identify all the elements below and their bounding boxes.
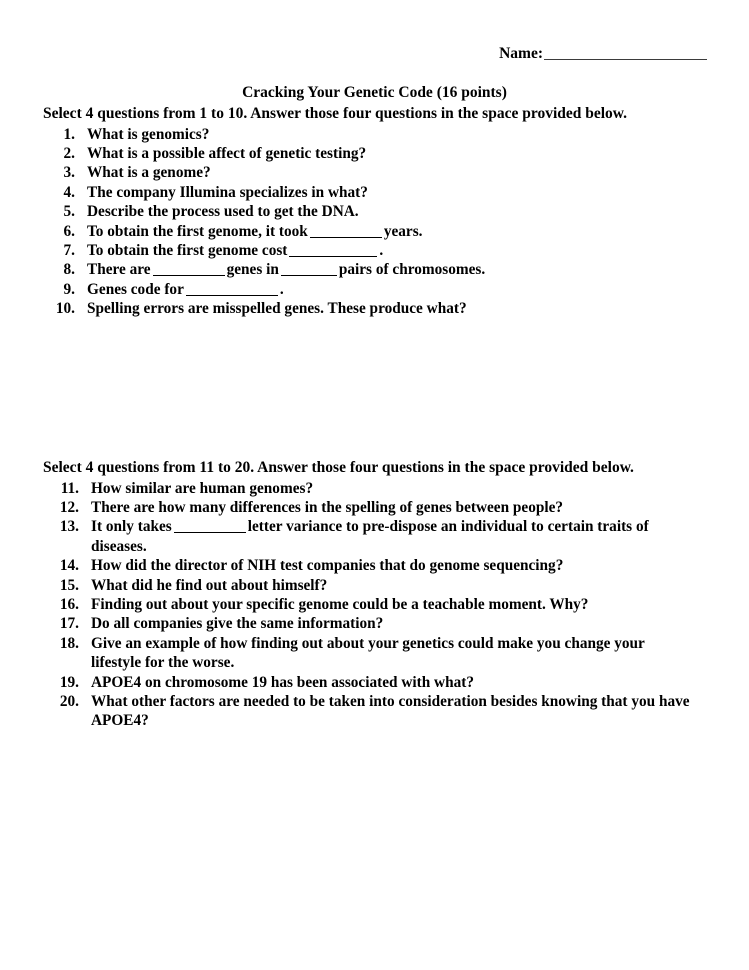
question-text: There are how many differences in the spelling of genes between people? [91,499,564,516]
answer-blank[interactable] [289,242,377,257]
list-item [43,634,698,673]
question-number: 12. [59,499,79,516]
question-number: 6. [63,222,75,240]
list-item [43,299,715,318]
question-number: 14. [59,557,79,575]
question-number: 2. [63,145,75,162]
question-text: What is a possible affect of genetic testing? [87,145,367,162]
question-text: How similar are human genomes? [91,479,314,497]
list-item [43,614,698,633]
list-item [43,125,715,144]
question-text: What is a genome? [87,164,211,182]
question-number: 19. [59,673,79,691]
question-text: Describe the process used to get the DNA. [87,203,359,221]
question-text: Do all companies give the same information? [91,615,384,633]
question-number: 5. [63,203,75,221]
answer-blank[interactable] [281,261,337,276]
answer-space-section-one[interactable] [43,320,715,450]
question-text: What other factors are needed to be taken into consideration besides knowing that you have APOE4? [91,693,690,730]
question-text: APOE4 on chromosome 19 has been associated with what? [91,673,474,691]
name-field-label: Name: [499,45,543,62]
question-list-two [43,479,698,731]
question-list-one [43,125,715,319]
question-number: 18. [59,634,79,652]
question-text: Genes code for [87,280,184,298]
answer-blank[interactable] [174,518,246,533]
answer-blank[interactable] [310,223,382,238]
name-field-input[interactable] [544,59,707,60]
question-number: 13. [59,518,79,536]
list-item [43,260,715,279]
list-item [43,479,698,498]
list-item [43,576,698,595]
question-text: Spelling errors are misspelled genes. These produce what? [87,300,467,318]
question-text: To obtain the first genome cost [87,242,288,260]
list-item [43,673,698,692]
list-item [43,595,698,614]
question-number: 1. [63,125,75,143]
list-item [43,692,698,731]
question-number: 16. [59,596,79,614]
section-two-instruction: Select 4 questions from 11 to 20. Answer those four questions in the space provided below. [43,459,634,476]
question-number: 4. [63,183,75,201]
question-number: 10. [55,300,75,318]
question-text: The company Illumina specializes in what? [87,183,368,201]
question-text-tail: letter variance to pre-dispose an individual to certain traits of diseases. [91,518,649,555]
name-field-row [0,44,707,63]
question-text: To obtain the first genome, it took [87,222,308,240]
question-text-tail: . [379,242,384,260]
list-item [43,498,698,517]
list-item [43,241,715,260]
list-item [43,144,715,163]
question-text-tail: years. [383,222,423,240]
list-item [43,517,698,556]
list-item [43,222,715,241]
page-title: Cracking Your Genetic Code (16 points) [242,84,507,101]
list-item [43,163,715,182]
question-number: 11. [60,479,79,497]
question-number: 7. [63,242,75,260]
question-text: It only takes [91,518,172,536]
question-text-mid: genes in [226,261,279,279]
section-one-instruction: Select 4 questions from 1 to 10. Answer those four questions in the space provided below. [43,105,628,122]
question-text: What is genomics? [87,125,210,143]
question-number: 17. [59,615,79,633]
question-text: What did he find out about himself? [91,576,328,594]
question-number: 8. [63,261,75,279]
answer-blank[interactable] [153,261,225,276]
question-number: 9. [63,280,75,298]
list-item [43,183,715,202]
question-text: How did the director of NIH test companies that do genome sequencing? [91,557,564,575]
question-text: Give an example of how finding out about your genetics could make you change your lifestyle for the worse. [91,634,645,672]
list-item [43,556,698,575]
list-item [43,280,715,299]
list-item [43,202,715,221]
question-number: 15. [59,576,79,594]
question-text-tail: pairs of chromosomes. [338,261,486,279]
answer-blank[interactable] [186,281,278,296]
section-one [43,104,715,319]
question-text-tail: . [279,280,284,298]
question-text: There are [87,261,151,279]
section-two [43,458,698,731]
question-number: 20. [59,693,79,711]
question-number: 3. [63,164,75,182]
question-text: Finding out about your specific genome could be a teachable moment. Why? [91,596,589,614]
